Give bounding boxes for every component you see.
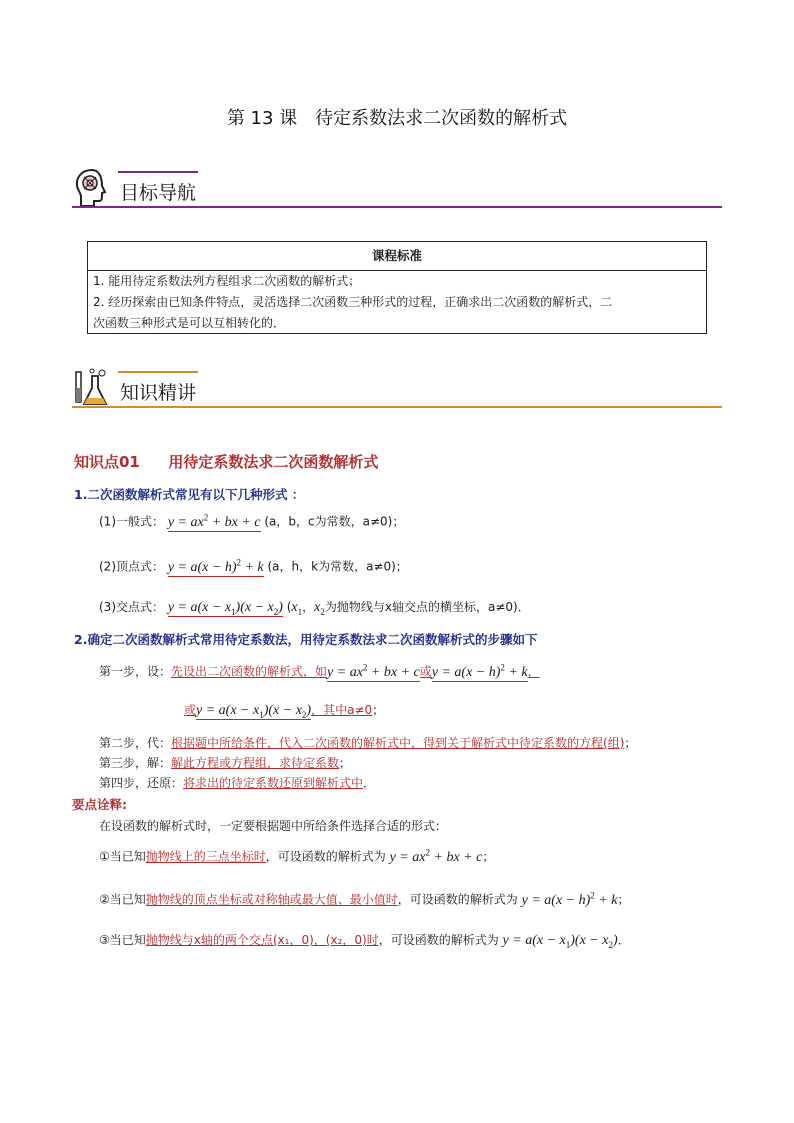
knowledge-point-heading [74,451,378,472]
step-1-label: 第一步，设： [99,664,172,679]
standards-line-2: 2. 经历探索由已知条件特点，灵活选择二次函数三种形式的过程，正确求出二次函数的解析式，二 [93,295,613,309]
page-title: 第 13 课 待定系数法求二次函数的解析式 [226,108,568,129]
var-x1: $x_1$ [291,600,303,617]
formula-general-step: $y = ax^2$ + bx + c [327,662,420,680]
note-3-b: 抛物线与x轴的两个交点(x₁，0)，(x₂，0)时 [145,933,379,947]
step-1 [99,662,540,681]
standards-table [87,241,707,334]
notes-intro: 在设函数的解析式时，一定要根据题中所给条件选择合适的形式： [99,819,448,833]
formula-intercept: $y = a(x - x_1)(x - x_2)$ [167,600,283,617]
section-header-knowledge [72,366,722,410]
step-4-text: 将求出的待定系数还原到解析式中 [183,776,364,790]
note-3-end: ． [617,933,630,947]
step-3-label: 第三步，解： [99,756,172,770]
section-heading-goals: 目标导航 [120,182,197,204]
section-header-goals [72,166,722,210]
note-2-b: 抛物线的顶点坐标或对称轴或最大值、最小值时 [145,892,398,907]
formula-intercept-step: $y = a(x - x_1)(x - x_2)$ [196,703,312,720]
formula-note-3: $y = a(x - x_1)(x - x_2)$ [502,933,618,950]
step-2 [99,734,636,751]
step-4-label: 第四步，还原： [99,776,184,790]
forms-heading: 1.二次函数解析式常见有以下几种形式 ： [74,487,305,502]
step-4 [99,774,375,791]
formula-note-2: $y = a(x - h)^2 + k$ [521,890,618,908]
step-1-end: ； [372,703,385,717]
note-3-c: ，可设函数的解析式为 [378,933,499,947]
kp-label: 知识点01 [74,453,140,471]
formula-vertex-step: $y = a(x - h)^2 + k$ [431,662,528,680]
note-2-a: ②当已知 [99,892,146,907]
note-2-c: ，可设函数的解析式为 [397,892,518,907]
note-1-end: ； [482,849,495,864]
section-divider-bottom [72,206,722,208]
form-intercept-note-b: ， [302,600,315,614]
note-1-b: 抛物线上的三点坐标时 [145,849,266,864]
form-general [99,512,404,531]
step-1-comma: ， [527,664,540,679]
form-general-note: (a，b，c为常数，a≠0)； [264,514,405,529]
notes-heading: 要点诠释: [72,797,127,812]
section-divider-top [118,371,198,373]
step-2-label: 第二步，代： [99,736,172,750]
section-divider-top [118,171,198,173]
form-intercept-label: (3)交点式： [99,600,164,614]
note-3 [99,931,630,950]
note-1 [99,847,494,866]
note-2 [99,890,629,909]
step-3 [99,754,351,771]
standards-table-header: 课程标准 [88,242,706,271]
section-heading-knowledge: 知识精讲 [120,382,197,404]
step-1-cont [184,701,384,720]
step-2-end: ； [624,736,637,750]
formula-vertex: $y = a(x - h)^2 + k$ [167,557,264,575]
flask-icon [72,366,112,410]
step-4-end: ． [363,776,376,790]
form-vertex [99,557,408,576]
section-divider-bottom [72,406,722,408]
standards-line-3: 次函数三种形式是可以互相转化的． [93,316,286,330]
var-x2: $x_2$ [314,600,325,617]
step-3-text: 解此方程或方程组，求待定系数 [171,756,340,770]
steps-heading: 2.确定二次函数解析式常用待定系数法，用待定系数法求二次函数解析式的步骤如下 [74,632,538,647]
formula-general: $y = ax^2$ + bx + c [167,512,261,530]
step-2-text: 根据题中所给条件，代入二次函数的解析式中，得到关于解析式中待定系数的方程(组) [171,736,625,750]
form-vertex-label: (2)顶点式： [99,559,164,574]
note-2-end: ； [617,892,630,907]
step-1-text-b: ，其中a≠0 [311,703,373,717]
form-intercept [99,598,530,617]
step-1-or-2: 或 [184,703,197,717]
step-1-or-1: 或 [419,664,432,679]
head-gear-icon [72,166,112,210]
note-1-c: ，可设函数的解析式为 [265,849,386,864]
step-3-end: ； [339,756,352,770]
form-intercept-note-a: ( [286,600,292,614]
form-vertex-note: (a，h，k为常数，a≠0)； [267,559,408,574]
kp-title: 用待定系数法求二次函数解析式 [168,453,379,471]
note-3-a: ③当已知 [99,933,146,947]
note-1-a: ①当已知 [99,849,146,864]
standards-line-1: 1. 能用待定系数法列方程组求二次函数的解析式； [93,274,361,288]
form-intercept-note-c: 为抛物线与x轴交点的横坐标，a≠0)． [324,600,530,614]
step-1-text: 先设出二次函数的解析式，如 [171,664,328,679]
form-general-label: (1)一般式： [99,514,164,529]
formula-note-1: $y = ax^2$ + bx + c [389,847,483,865]
